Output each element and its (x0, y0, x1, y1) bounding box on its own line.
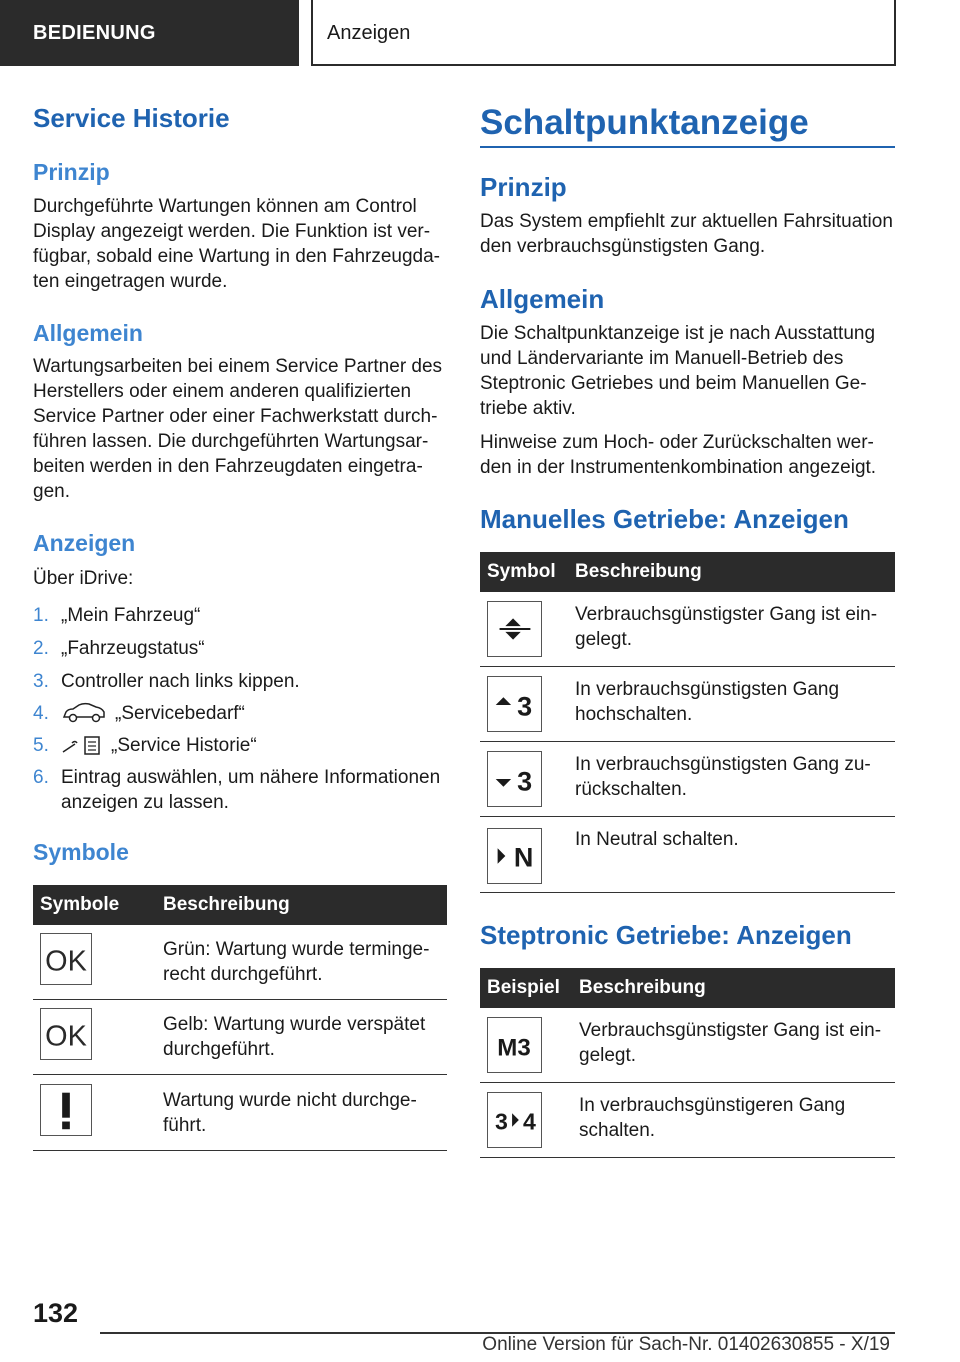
table-row: 3 In verbrauchsgünstigsten Gang zu- rückschalten. (480, 742, 895, 817)
manuell-table-header: Symbol Beschreibung (480, 552, 895, 592)
chapter-title: Anzeigen (311, 0, 896, 66)
table-row: Wartung wurde nicht durchge- führt. (33, 1076, 447, 1151)
upshift-3-icon (487, 676, 542, 732)
svg-text:N: N (513, 842, 534, 873)
optimal-gear-icon (487, 601, 542, 657)
exclamation-icon (40, 1084, 92, 1136)
prinzip-heading-right: Prinzip (480, 172, 567, 202)
svg-text:OK: OK (45, 1020, 87, 1053)
manuell-heading: Manuelles Getriebe: Anzeigen (480, 504, 849, 534)
svg-text:OK: OK (45, 945, 87, 978)
svg-text:4: 4 (523, 1108, 536, 1135)
car-outline-icon (61, 702, 107, 724)
downshift-3-icon (487, 751, 542, 807)
service-historie-title: Service Historie (33, 103, 230, 133)
table-row: N In Neutral schalten. (480, 817, 895, 893)
table-row: OK Gelb: Wartung wurde verspätet durchgeführt. (33, 1000, 447, 1075)
shift-3-to-4-icon (487, 1092, 542, 1148)
allgemein-text-left: Wartungsarbeiten bei einem Service Partner des Herstellers oder einem anderen qualifizierten Service Partner oder einer Fachwerkstatt durch- führen lassen. Die durchgeführten Wartungsar- beiten werden in den Fahrzeugdaten eingetra- gen. (33, 356, 443, 502)
table-row: Verbrauchsgünstigster Gang ist ein- gelegt. (480, 592, 895, 667)
svg-text:3: 3 (495, 1108, 508, 1135)
allgemein-heading-right: Allgemein (480, 284, 605, 314)
allgemein-text-right: Die Schaltpunktanzeige ist je nach Ausstattung und Ländervariante im Manuell-Betrieb des Steptronic Getriebes und beim Manuellen Ge- triebe aktiv. (480, 323, 876, 419)
anzeigen-intro: Über iDrive: (33, 568, 134, 589)
prinzip-text-right: Das System empfiehlt zur aktuellen Fahrsituation den verbrauchsgünstigsten Gang. (480, 211, 893, 257)
footer-text: Online Version für Sach-Nr. 01402630855 - X/19 (482, 1334, 890, 1355)
page-number: 132 (33, 1298, 79, 1328)
prinzip-heading-left: Prinzip (33, 159, 110, 185)
page-header (0, 0, 960, 66)
allgemein-heading-left: Allgemein (33, 320, 143, 346)
svg-text:3: 3 (517, 766, 533, 797)
svg-text:M3: M3 (497, 1034, 531, 1062)
table-row: 3 4 In verbrauchsgünstigeren Gang schalten. (480, 1083, 895, 1158)
table-row: M3 Verbrauchsgünstigster Gang ist ein- gelegt. (480, 1008, 895, 1083)
anzeigen-heading: Anzeigen (33, 530, 136, 556)
table-row: OK Grün: Wartung wurde terminge- recht durchgeführt. (33, 925, 447, 1000)
steptronic-table-header: Beispiel Beschreibung (480, 968, 895, 1008)
ok-green-icon (40, 933, 92, 985)
symbole-table-header: Symbole Beschreibung (33, 885, 447, 925)
svg-text:3: 3 (517, 691, 533, 722)
symbole-heading: Symbole (33, 839, 129, 865)
neutral-n-icon (487, 828, 542, 884)
prinzip-text-left: Durchgeführte Wartungen können am Control Display angezeigt werden. Die Funktion ist ver- fügbar, sobald eine Wartung in den Fahrzeugda- ten eingetragen wurde. (33, 196, 441, 292)
service-history-icon (61, 734, 103, 756)
title-rule (480, 146, 895, 148)
table-row: 3 In verbrauchsgünstigsten Gang hochschalten. (480, 667, 895, 742)
schaltpunktanzeige-title: Schaltpunktanzeige (480, 103, 809, 142)
ok-yellow-icon (40, 1008, 92, 1060)
steptronic-heading: Steptronic Getriebe: Anzeigen (480, 920, 852, 950)
section-label: BEDIENUNG (0, 0, 299, 66)
m3-icon (487, 1017, 542, 1073)
allgemein-hint-right: Hinweise zum Hoch- oder Zurückschalten wer- den in der Instrumentenkombination angezeigt. (480, 432, 877, 478)
